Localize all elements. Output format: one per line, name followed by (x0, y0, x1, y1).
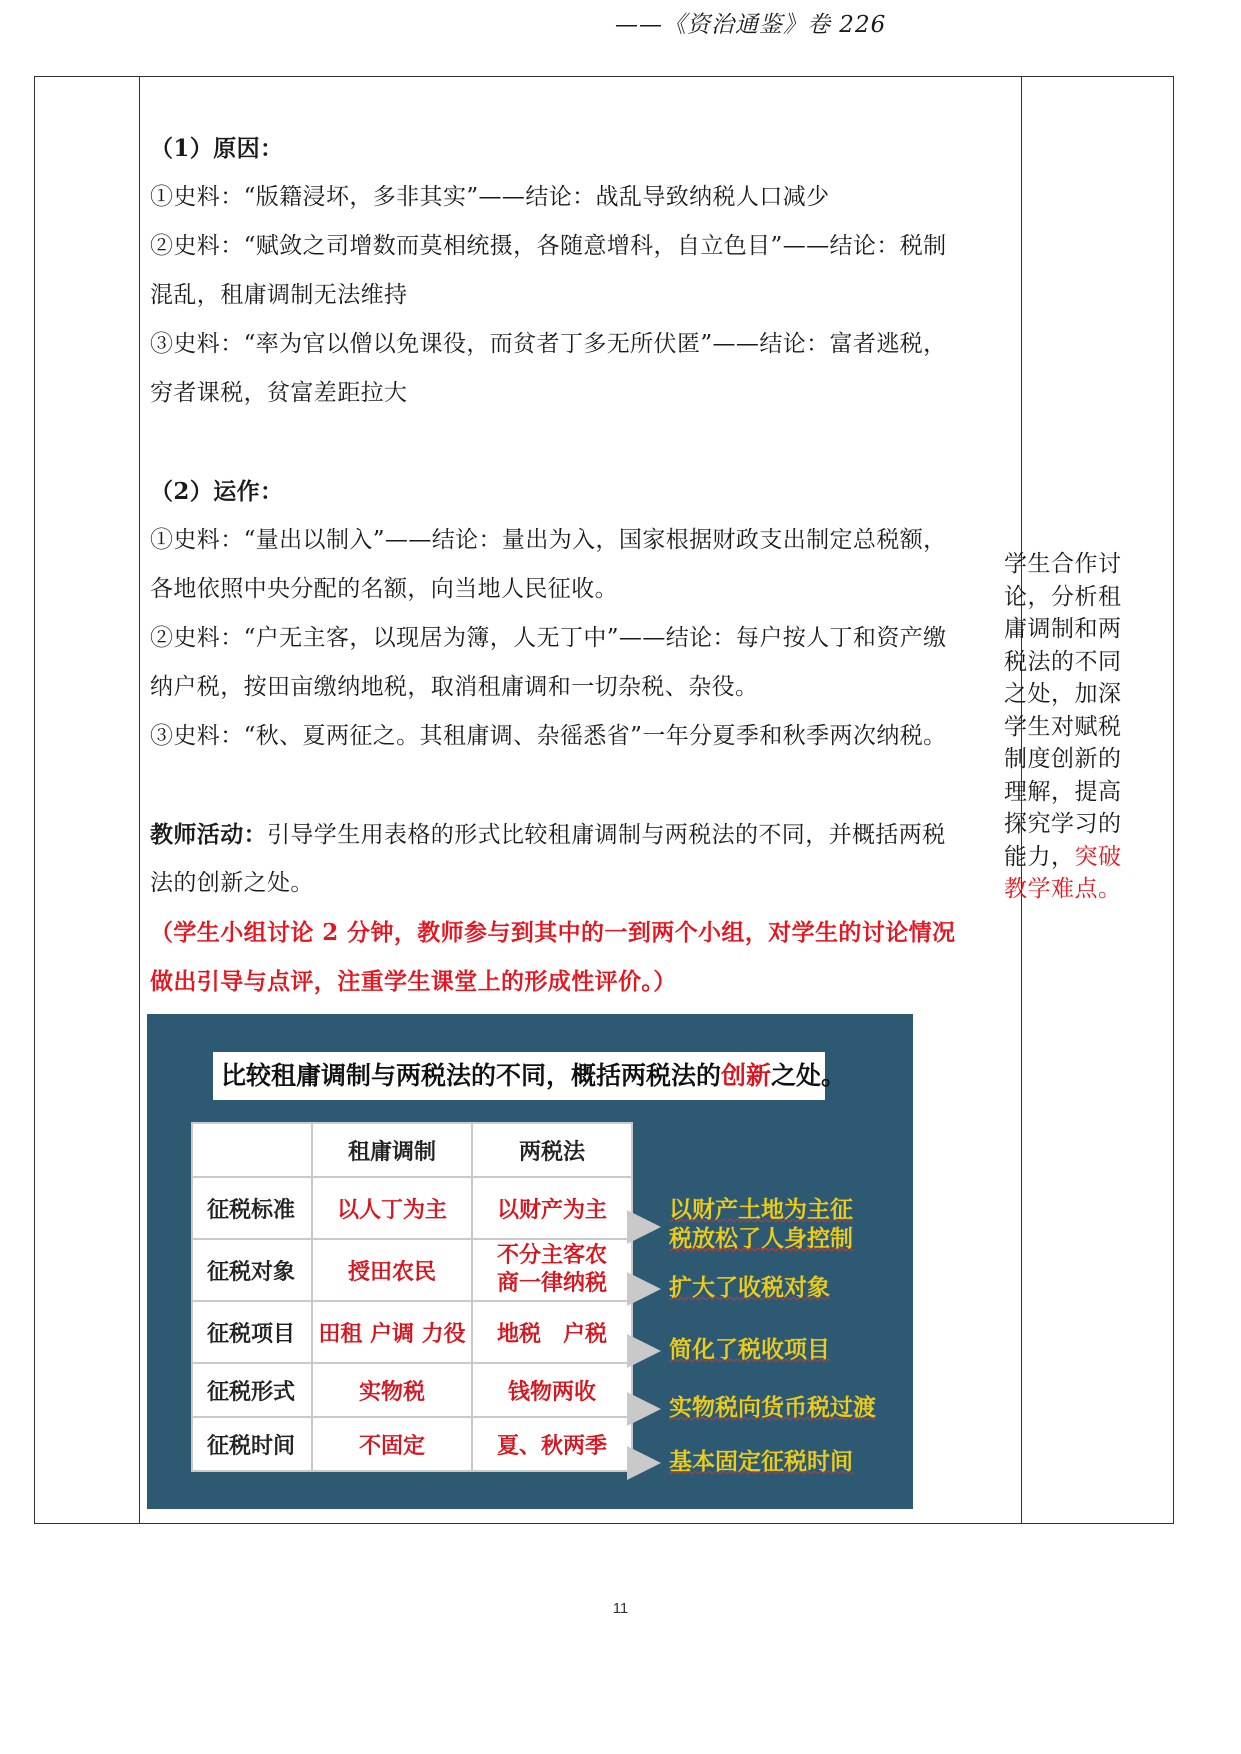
teacher-activity-text: 引导学生用表格的形式比较租庸调制与两税法的不同，并概括两税 (267, 822, 946, 848)
table-row (192, 1177, 632, 1239)
operation-line-2: 各地依照中央分配的名额，向当地人民征收。 (150, 576, 618, 602)
operation-line-3: ②史料：“户无主客，以现居为簿，人无丁中”——结论：每户按人丁和资产缴 (150, 625, 947, 651)
page-number: 11 (612, 1600, 629, 1617)
table-header: 租庸调制 (312, 1123, 472, 1177)
cause-line-3: 混乱，租庸调制无法维持 (150, 282, 408, 308)
result-text: 扩大了收税对象 (669, 1275, 830, 1301)
section-heading-causes: （1）原因： (150, 135, 284, 162)
teacher-activity-label: 教师活动： (150, 821, 267, 848)
operation-line-1: ①史料：“量出以制入”——结论：量出为入，国家根据财政支出制定总税额， (150, 527, 947, 553)
design-intent-highlight: 突破教学难点。 (1004, 843, 1122, 902)
cell-zuyongdiao: 授田农民 (312, 1239, 472, 1301)
section-heading-operation: （2）运作： (150, 478, 284, 505)
result-text: 实物税向货币税过渡 (669, 1395, 876, 1421)
slide-title-highlight: 创新 (721, 1061, 772, 1090)
arrow-right-icon (627, 1392, 661, 1426)
source-citation: ——《资治通鉴》卷 226 (615, 12, 887, 38)
result-text: 基本固定征税时间 (669, 1449, 853, 1475)
comparison-table (191, 1122, 633, 1472)
arrow-right-icon (627, 1446, 661, 1480)
result-text: 简化了税收项目 (669, 1337, 830, 1363)
table-row (192, 1301, 632, 1363)
cell-liangshuifa: 地税 户税 (472, 1301, 632, 1363)
arrow-right-icon (627, 1334, 661, 1368)
operation-line-4: 纳户税，按田亩缴纳地税，取消租庸调和一切杂税、杂役。 (150, 674, 759, 700)
cause-line-1: ①史料：“版籍浸坏，多非其实”——结论：战乱导致纳税人口减少 (150, 184, 830, 210)
cell-liangshuifa: 钱物两收 (472, 1363, 632, 1417)
row-label: 征税形式 (192, 1363, 312, 1417)
result-text: 以财产土地为主征税放松了人身控制 (669, 1197, 853, 1252)
cell-zuyongdiao: 实物税 (312, 1363, 472, 1417)
arrow-right-icon (627, 1272, 661, 1306)
cause-line-5: 穷者课税，贫富差距拉大 (150, 380, 408, 406)
cell-zuyongdiao: 田租 户调 力役 (312, 1301, 472, 1363)
comparison-slide (147, 1014, 913, 1509)
cause-line-2: ②史料：“赋敛之司增数而莫相统摄，各随意增科，自立色目”——结论：税制 (150, 233, 947, 259)
arrow-right-icon (627, 1210, 661, 1244)
teacher-note-line-1: （学生小组讨论 2 分钟，教师参与到其中的一到两个小组，对学生的讨论情况 (150, 919, 956, 946)
table-corner-cell (192, 1123, 312, 1177)
teacher-note-line-2: 做出引导与点评，注重学生课堂上的形成性评价。） (150, 968, 677, 995)
cause-line-4: ③史料：“率为官以僧以免课役，而贫者丁多无所伏匿”——结论：富者逃税， (150, 331, 947, 357)
design-intent-text: 学生合作讨论，分析租庸调制和两税法的不同之处，加深学生对赋税制度创新的理解，提高探究学习的能力， (1004, 551, 1122, 870)
teacher-activity-line-2: 法的创新之处。 (150, 870, 314, 896)
table-row (192, 1239, 632, 1301)
operation-line-5: ③史料：“秋、夏两征之。其租庸调、杂徭悉省”一年分夏季和秋季两次纳税。 (150, 723, 947, 749)
table-row (192, 1417, 632, 1471)
row-label: 征税对象 (192, 1239, 312, 1301)
cell-liangshuifa: 夏、秋两季 (472, 1417, 632, 1471)
cell-zuyongdiao: 以人丁为主 (312, 1177, 472, 1239)
row-label: 征税时间 (192, 1417, 312, 1471)
table-header: 两税法 (472, 1123, 632, 1177)
slide-title: 比较租庸调制与两税法的不同，概括两税法的创新之处。 (213, 1052, 825, 1100)
cell-zuyongdiao: 不固定 (312, 1417, 472, 1471)
row-label: 征税项目 (192, 1301, 312, 1363)
row-label: 征税标准 (192, 1177, 312, 1239)
column-divider-left (139, 77, 140, 1523)
table-row (192, 1363, 632, 1417)
cell-liangshuifa: 以财产为主 (472, 1177, 632, 1239)
design-intent-note (1004, 548, 1128, 906)
teacher-activity-line-1 (150, 810, 946, 860)
cell-liangshuifa: 不分主客农商一律纳税 (472, 1239, 632, 1301)
